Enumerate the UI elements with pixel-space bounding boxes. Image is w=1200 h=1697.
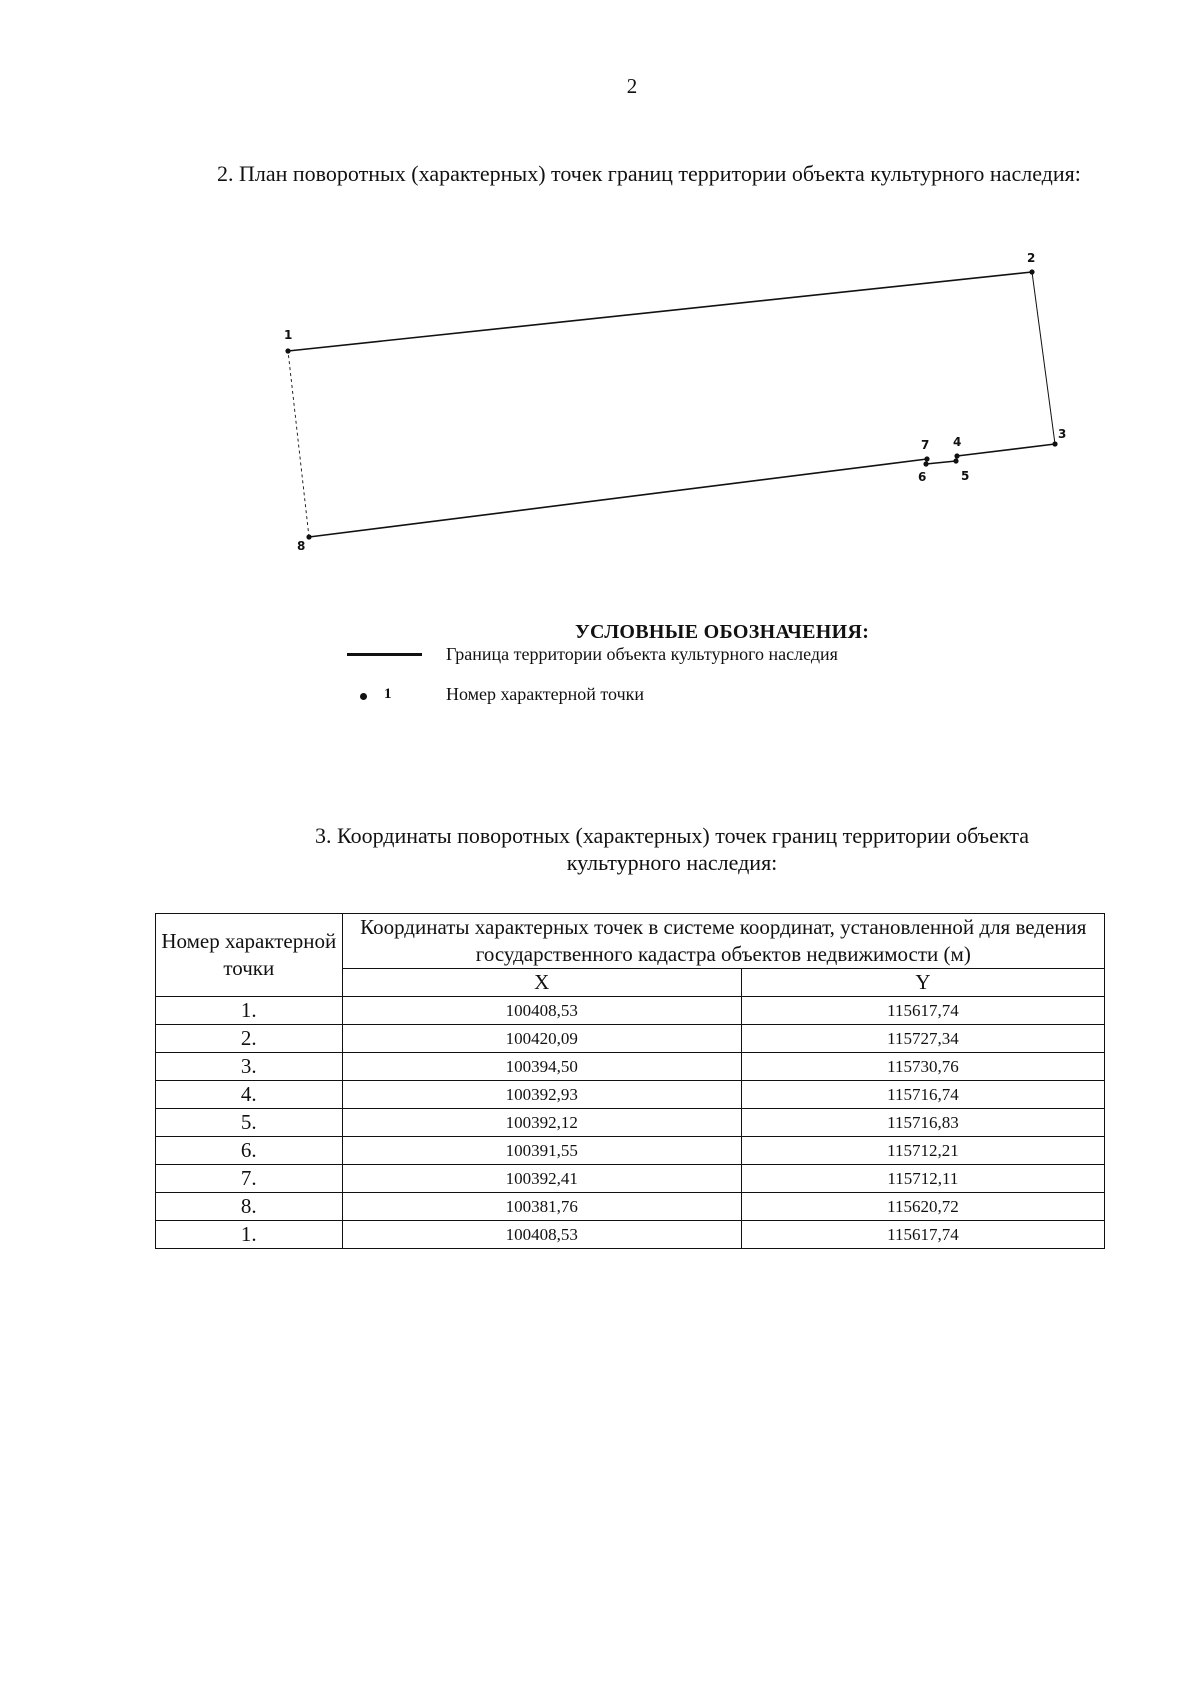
page-number: 2: [626, 74, 638, 98]
point-label-8: 8: [297, 539, 306, 553]
point-number-cell: 4.: [156, 1081, 343, 1109]
y-coordinate-cell: 115617,74: [741, 997, 1104, 1025]
y-coordinate-cell: 115620,72: [741, 1193, 1104, 1221]
table-row: [156, 1025, 1105, 1053]
legend-boundary-label: Граница территории объекта культурного наследия: [446, 644, 838, 664]
point-label-7: 7: [921, 438, 930, 452]
y-coordinate-cell: 115727,34: [741, 1025, 1104, 1053]
plan-section-title: 2. План поворотных (характерных) точек границ территории объекта культурного наследия:: [217, 161, 1081, 186]
boundary-segment-8-1: [288, 351, 309, 537]
legend-boundary-line-symbol: [347, 653, 422, 656]
table-row: [156, 1109, 1105, 1137]
boundary-segment-2-3: [1032, 272, 1055, 444]
y-coordinate-cell: 115712,11: [741, 1165, 1104, 1193]
point-5-marker: [953, 458, 958, 463]
x-coordinate-cell: 100392,41: [342, 1165, 741, 1193]
table-row: [156, 1053, 1105, 1081]
point-label-2: 2: [1027, 251, 1036, 265]
point-number-cell: 7.: [156, 1165, 343, 1193]
boundary-segment-7-8: [309, 459, 927, 537]
point-label-3: 3: [1058, 427, 1067, 441]
point-number-cell: 1.: [156, 997, 343, 1025]
table-row: [156, 1137, 1105, 1165]
header-x: X: [342, 969, 741, 997]
point-label-6: 6: [918, 470, 927, 484]
legend-point-label: Номер характерной точки: [446, 684, 644, 704]
table-row: [156, 1221, 1105, 1249]
y-coordinate-cell: 115716,83: [741, 1109, 1104, 1137]
x-coordinate-cell: 100394,50: [342, 1053, 741, 1081]
point-number-cell: 5.: [156, 1109, 343, 1137]
legend-title: УСЛОВНЫЕ ОБОЗНАЧЕНИЯ:: [575, 621, 870, 643]
point-8-marker: [306, 534, 311, 539]
boundary-segment-1-2: [288, 272, 1032, 351]
x-coordinate-cell: 100392,93: [342, 1081, 741, 1109]
point-number-cell: 1.: [156, 1221, 343, 1249]
x-coordinate-cell: 100381,76: [342, 1193, 741, 1221]
header-coordinates: Координаты характерных точек в системе координат, установленной для ведения государственного кадастра объектов недвижимости (м): [342, 914, 1104, 969]
point-label-1: 1: [284, 328, 293, 342]
x-coordinate-cell: 100391,55: [342, 1137, 741, 1165]
legend-point-dot-symbol: [360, 693, 367, 700]
point-number-cell: 3.: [156, 1053, 343, 1081]
point-number-cell: 2.: [156, 1025, 343, 1053]
point-label-4: 4: [953, 435, 962, 449]
header-y: Y: [741, 969, 1104, 997]
x-coordinate-cell: 100392,12: [342, 1109, 741, 1137]
y-coordinate-cell: 115712,21: [741, 1137, 1104, 1165]
x-coordinate-cell: 100420,09: [342, 1025, 741, 1053]
table-row: [156, 1165, 1105, 1193]
table-row: [156, 1081, 1105, 1109]
boundary-plan: [270, 240, 1070, 570]
point-2-marker: [1029, 269, 1034, 274]
point-4-marker: [954, 453, 959, 458]
header-point-number: Номер характерной точки: [156, 914, 343, 997]
point-number-cell: 8.: [156, 1193, 343, 1221]
y-coordinate-cell: 115617,74: [741, 1221, 1104, 1249]
x-coordinate-cell: 100408,53: [342, 1221, 741, 1249]
y-coordinate-cell: 115716,74: [741, 1081, 1104, 1109]
point-3-marker: [1052, 441, 1057, 446]
point-1-marker: [285, 348, 290, 353]
point-label-5: 5: [961, 469, 970, 483]
table-row: [156, 997, 1105, 1025]
x-coordinate-cell: 100408,53: [342, 997, 741, 1025]
table-row: [156, 1193, 1105, 1221]
coordinates-section-title: 3. Координаты поворотных (характерных) точек границ территории объекта культурного наследия:: [315, 823, 1029, 875]
boundary-segment-3-4: [957, 444, 1055, 456]
legend-point-number-symbol: 1: [384, 686, 392, 702]
boundary-segment-5-6: [926, 461, 956, 464]
point-7-marker: [924, 456, 929, 461]
point-6-marker: [923, 461, 928, 466]
coordinates-table: [155, 913, 1105, 1249]
point-number-cell: 6.: [156, 1137, 343, 1165]
y-coordinate-cell: 115730,76: [741, 1053, 1104, 1081]
